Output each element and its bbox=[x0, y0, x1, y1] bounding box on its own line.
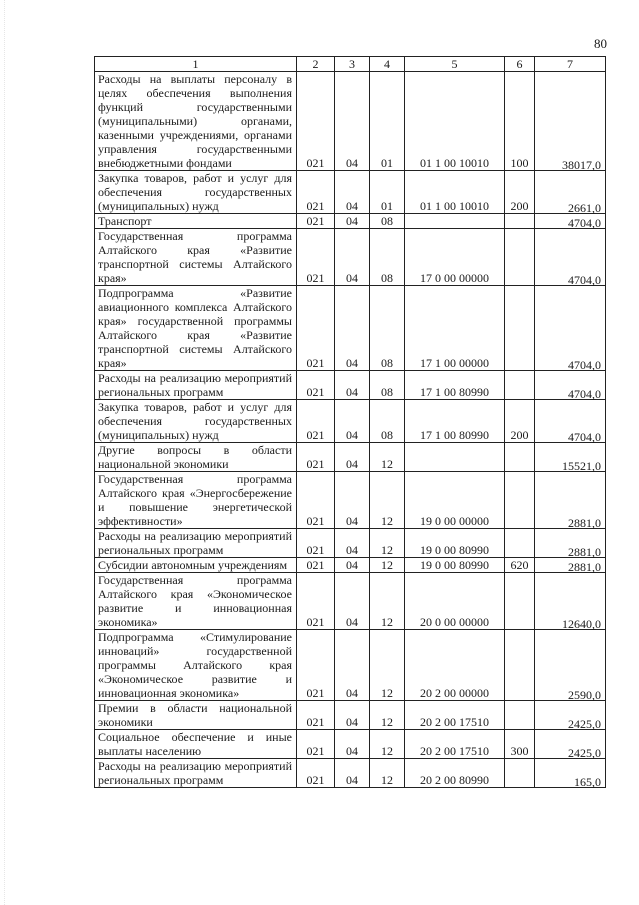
row-code-admin: 021 bbox=[297, 72, 335, 171]
row-amount-value: 2881,0 bbox=[568, 545, 601, 559]
row-code-section: 04 bbox=[335, 558, 370, 573]
table-row bbox=[95, 558, 606, 573]
row-name: Субсидии автономным учреждениям bbox=[95, 558, 297, 573]
row-code-admin: 021 bbox=[297, 443, 335, 472]
scan-edge bbox=[0, 0, 5, 905]
row-amount bbox=[535, 171, 606, 214]
row-amount bbox=[535, 229, 606, 286]
row-code-section: 04 bbox=[335, 472, 370, 529]
col-header-1: 1 bbox=[95, 57, 297, 72]
table-row bbox=[95, 730, 606, 759]
row-code-section: 04 bbox=[335, 371, 370, 400]
row-amount-value: 15521,0 bbox=[562, 459, 601, 473]
table-row bbox=[95, 529, 606, 558]
row-code-subsection: 01 bbox=[370, 171, 405, 214]
row-code-target: 17 1 00 80990 bbox=[405, 371, 505, 400]
table-row bbox=[95, 400, 606, 443]
row-amount bbox=[535, 759, 606, 788]
row-code-expense-type bbox=[505, 443, 535, 472]
row-code-expense-type: 100 bbox=[505, 72, 535, 171]
row-code-admin: 021 bbox=[297, 214, 335, 229]
row-name: Расходы на реализацию мероприятий региональных программ bbox=[95, 371, 297, 400]
page-number: 80 bbox=[594, 36, 607, 51]
col-header-4: 4 bbox=[370, 57, 405, 72]
row-code-target: 01 1 00 10010 bbox=[405, 171, 505, 214]
row-code-admin: 021 bbox=[297, 759, 335, 788]
row-code-section: 04 bbox=[335, 443, 370, 472]
row-code-subsection: 12 bbox=[370, 630, 405, 701]
row-code-expense-type bbox=[505, 630, 535, 701]
row-code-subsection: 12 bbox=[370, 730, 405, 759]
table-row bbox=[95, 371, 606, 400]
table-row bbox=[95, 171, 606, 214]
table-row bbox=[95, 286, 606, 371]
row-name: Закупка товаров, работ и услуг для обеспечения государственных (муниципальных) нужд bbox=[95, 171, 297, 214]
row-code-admin: 021 bbox=[297, 730, 335, 759]
row-amount-value: 2881,0 bbox=[568, 516, 601, 530]
row-code-target bbox=[405, 443, 505, 472]
row-name: Транспорт bbox=[95, 214, 297, 229]
row-code-subsection: 12 bbox=[370, 443, 405, 472]
row-code-expense-type: 200 bbox=[505, 400, 535, 443]
row-amount-value: 12640,0 bbox=[562, 617, 601, 631]
row-amount bbox=[535, 72, 606, 171]
row-name: Государственная программа Алтайского края «Развитие транспортной системы Алтайского края» bbox=[95, 229, 297, 286]
row-name: Государственная программа Алтайского края «Экономическое развитие и инновационная экономика» bbox=[95, 573, 297, 630]
row-code-expense-type: 300 bbox=[505, 730, 535, 759]
table-row bbox=[95, 701, 606, 730]
row-code-subsection: 08 bbox=[370, 229, 405, 286]
row-name: Расходы на реализацию мероприятий региональных программ bbox=[95, 529, 297, 558]
row-name: Расходы на выплаты персоналу в целях обеспечения выполнения функций государственными (муниципальными) органами, казенными учреждениями, органами управления государственными внебюджетными фондами bbox=[95, 72, 297, 171]
row-name: Подпрограмма «Стимулирование инноваций» государственной программы Алтайского края «Экономическое развитие и инновационная экономика» bbox=[95, 630, 297, 701]
budget-table bbox=[94, 56, 606, 788]
row-code-target bbox=[405, 214, 505, 229]
row-code-subsection: 12 bbox=[370, 472, 405, 529]
row-amount-value: 2590,0 bbox=[568, 688, 601, 702]
row-code-section: 04 bbox=[335, 701, 370, 730]
row-amount bbox=[535, 558, 606, 573]
row-code-subsection: 12 bbox=[370, 529, 405, 558]
row-code-admin: 021 bbox=[297, 529, 335, 558]
row-code-admin: 021 bbox=[297, 573, 335, 630]
row-code-target: 19 0 00 00000 bbox=[405, 472, 505, 529]
table-row bbox=[95, 630, 606, 701]
row-amount-value: 2425,0 bbox=[568, 717, 601, 731]
row-amount bbox=[535, 443, 606, 472]
header-row bbox=[95, 57, 606, 72]
col-header-5: 5 bbox=[405, 57, 505, 72]
row-code-target: 20 2 00 17510 bbox=[405, 701, 505, 730]
row-amount bbox=[535, 371, 606, 400]
table-row bbox=[95, 472, 606, 529]
table-body bbox=[95, 72, 606, 788]
col-header-2: 2 bbox=[297, 57, 335, 72]
row-amount-value: 2881,0 bbox=[568, 560, 601, 574]
row-name: Закупка товаров, работ и услуг для обеспечения государственных (муниципальных) нужд bbox=[95, 400, 297, 443]
table-row bbox=[95, 72, 606, 171]
row-code-target: 17 1 00 80990 bbox=[405, 400, 505, 443]
row-name: Другие вопросы в области национальной экономики bbox=[95, 443, 297, 472]
row-code-section: 04 bbox=[335, 573, 370, 630]
row-code-subsection: 12 bbox=[370, 701, 405, 730]
row-code-section: 04 bbox=[335, 529, 370, 558]
col-header-7: 7 bbox=[535, 57, 606, 72]
row-code-expense-type: 620 bbox=[505, 558, 535, 573]
row-code-target: 19 0 00 80990 bbox=[405, 558, 505, 573]
table-row bbox=[95, 573, 606, 630]
row-code-section: 04 bbox=[335, 400, 370, 443]
row-amount-value: 4704,0 bbox=[568, 358, 601, 372]
col-header-3: 3 bbox=[335, 57, 370, 72]
row-code-admin: 021 bbox=[297, 630, 335, 701]
row-amount-value: 2425,0 bbox=[568, 746, 601, 760]
row-code-admin: 021 bbox=[297, 286, 335, 371]
row-code-admin: 021 bbox=[297, 229, 335, 286]
row-amount-value: 4704,0 bbox=[568, 430, 601, 444]
row-code-expense-type bbox=[505, 472, 535, 529]
table-row bbox=[95, 759, 606, 788]
row-name: Премии в области национальной экономики bbox=[95, 701, 297, 730]
col-header-6: 6 bbox=[505, 57, 535, 72]
row-code-subsection: 08 bbox=[370, 400, 405, 443]
row-amount-value: 4704,0 bbox=[568, 273, 601, 287]
row-code-admin: 021 bbox=[297, 472, 335, 529]
row-name: Подпрограмма «Развитие авиационного комплекса Алтайского края» государственной программы Алтайского края «Развитие транспортной системы Алтайского края» bbox=[95, 286, 297, 371]
row-code-section: 04 bbox=[335, 229, 370, 286]
row-code-expense-type bbox=[505, 573, 535, 630]
row-code-section: 04 bbox=[335, 72, 370, 171]
row-code-subsection: 08 bbox=[370, 214, 405, 229]
row-amount bbox=[535, 730, 606, 759]
table-row bbox=[95, 229, 606, 286]
row-code-target: 01 1 00 10010 bbox=[405, 72, 505, 171]
row-name: Государственная программа Алтайского края «Энергосбережение и повышение энергетической эффективности» bbox=[95, 472, 297, 529]
row-code-expense-type: 200 bbox=[505, 171, 535, 214]
table-row bbox=[95, 443, 606, 472]
row-code-expense-type bbox=[505, 529, 535, 558]
row-code-section: 04 bbox=[335, 759, 370, 788]
row-code-expense-type bbox=[505, 701, 535, 730]
row-code-target: 17 0 00 00000 bbox=[405, 229, 505, 286]
row-amount bbox=[535, 529, 606, 558]
row-code-subsection: 01 bbox=[370, 72, 405, 171]
row-code-admin: 021 bbox=[297, 400, 335, 443]
row-name: Социальное обеспечение и иные выплаты населению bbox=[95, 730, 297, 759]
row-amount-value: 4704,0 bbox=[568, 387, 601, 401]
row-code-expense-type bbox=[505, 286, 535, 371]
row-amount bbox=[535, 630, 606, 701]
row-code-target: 20 0 00 00000 bbox=[405, 573, 505, 630]
row-amount bbox=[535, 472, 606, 529]
row-code-admin: 021 bbox=[297, 558, 335, 573]
row-code-expense-type bbox=[505, 759, 535, 788]
row-amount-value: 4704,0 bbox=[568, 216, 601, 230]
row-code-subsection: 12 bbox=[370, 759, 405, 788]
row-code-admin: 021 bbox=[297, 171, 335, 214]
row-code-target: 20 2 00 80990 bbox=[405, 759, 505, 788]
table-row bbox=[95, 214, 606, 229]
row-amount bbox=[535, 400, 606, 443]
row-code-section: 04 bbox=[335, 171, 370, 214]
row-code-section: 04 bbox=[335, 286, 370, 371]
row-code-expense-type bbox=[505, 214, 535, 229]
row-code-target: 19 0 00 80990 bbox=[405, 529, 505, 558]
row-code-expense-type bbox=[505, 371, 535, 400]
row-code-section: 04 bbox=[335, 630, 370, 701]
row-code-subsection: 12 bbox=[370, 558, 405, 573]
row-code-section: 04 bbox=[335, 214, 370, 229]
row-code-subsection: 08 bbox=[370, 371, 405, 400]
row-code-target: 20 2 00 17510 bbox=[405, 730, 505, 759]
row-name: Расходы на реализацию мероприятий региональных программ bbox=[95, 759, 297, 788]
row-code-expense-type bbox=[505, 229, 535, 286]
row-amount-value: 165,0 bbox=[574, 775, 601, 789]
row-code-target: 17 1 00 00000 bbox=[405, 286, 505, 371]
row-amount-value: 38017,0 bbox=[562, 158, 601, 172]
row-code-subsection: 08 bbox=[370, 286, 405, 371]
row-amount bbox=[535, 573, 606, 630]
row-code-admin: 021 bbox=[297, 701, 335, 730]
row-amount bbox=[535, 214, 606, 229]
row-code-section: 04 bbox=[335, 730, 370, 759]
row-amount-value: 2661,0 bbox=[568, 201, 601, 215]
row-code-target: 20 2 00 00000 bbox=[405, 630, 505, 701]
row-amount bbox=[535, 286, 606, 371]
row-code-admin: 021 bbox=[297, 371, 335, 400]
row-code-subsection: 12 bbox=[370, 573, 405, 630]
row-amount bbox=[535, 701, 606, 730]
